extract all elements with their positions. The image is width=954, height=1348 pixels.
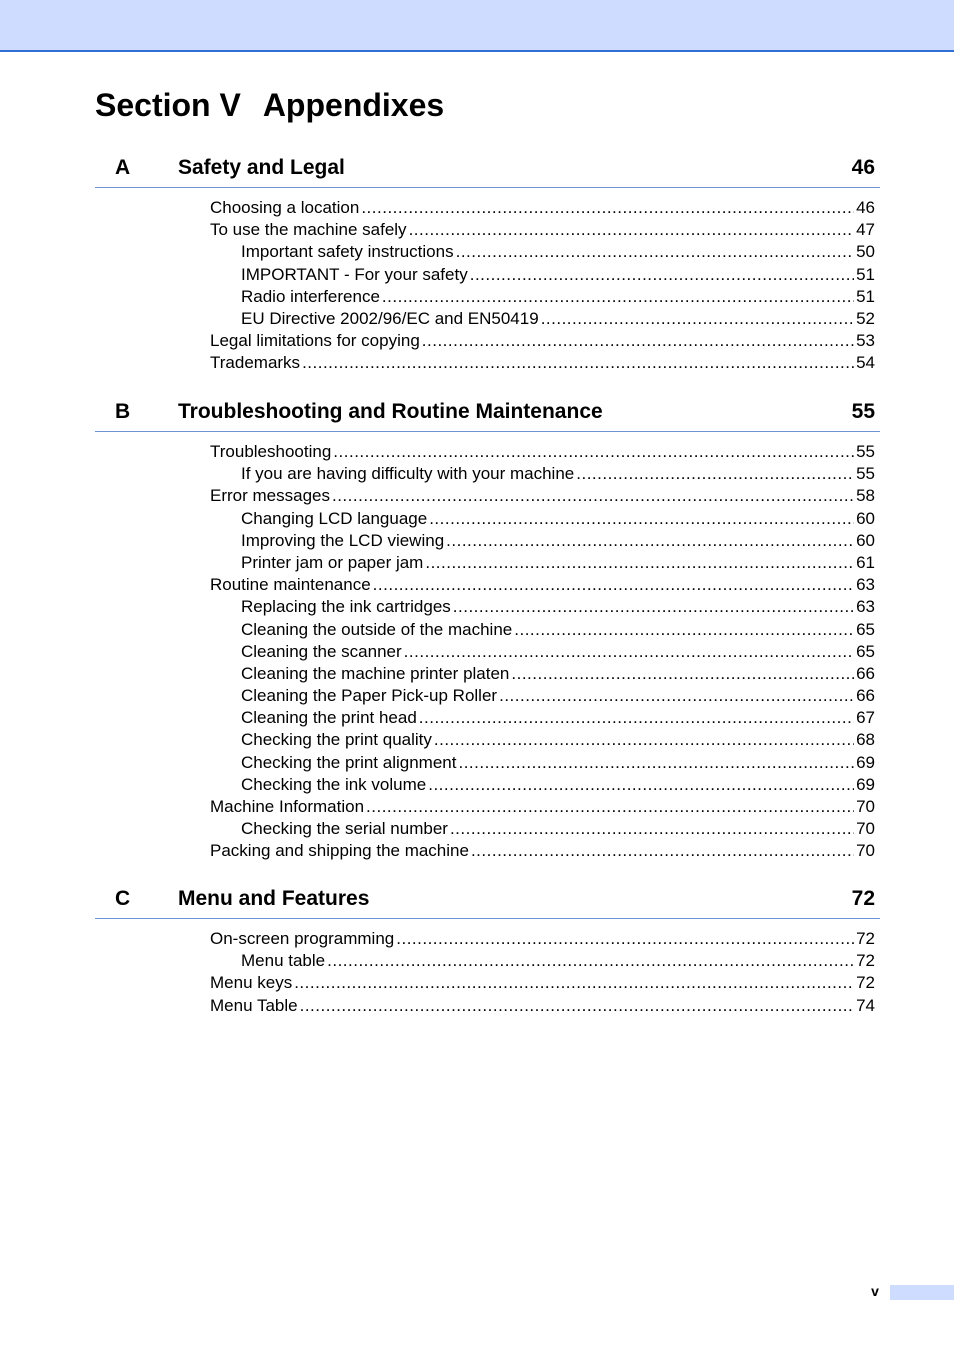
chapter-page: 55 — [851, 400, 875, 423]
toc-entry[interactable] — [241, 308, 875, 330]
toc-entry-title: To use the machine safely — [210, 220, 407, 240]
toc-entry-title: Legal limitations for copying — [210, 331, 420, 351]
toc-entry-page: 70 — [856, 841, 875, 861]
chapter-title: Safety and Legal — [178, 156, 345, 179]
toc-entry-title: Radio interference — [241, 286, 380, 306]
dot-leader — [419, 707, 854, 729]
toc-entry-title: Checking the serial number — [241, 819, 448, 839]
toc-entry-title: Machine Information — [210, 797, 365, 816]
chapter-page: 72 — [851, 887, 875, 910]
chapter-letter: C — [115, 887, 131, 910]
toc-entry-title: Important safety instructions — [241, 242, 454, 262]
toc-entry[interactable] — [241, 641, 875, 663]
toc-entry-title: Checking the ink volume — [241, 774, 427, 794]
dot-leader — [373, 574, 854, 596]
dot-leader — [332, 485, 854, 507]
dot-leader — [471, 840, 854, 862]
toc-entry-page: 61 — [856, 552, 875, 572]
dot-leader — [327, 950, 854, 972]
toc-entry-page: 52 — [856, 308, 875, 328]
dot-leader — [514, 619, 854, 641]
toc-entry[interactable] — [210, 352, 875, 374]
toc-entry-page: 72 — [856, 929, 875, 948]
toc-entry[interactable] — [241, 707, 875, 729]
dot-leader — [396, 928, 854, 950]
dot-leader — [576, 463, 854, 485]
dot-leader — [511, 663, 854, 685]
toc-entry-title: On-screen programming — [210, 929, 395, 948]
toc-entry-page: 72 — [856, 951, 875, 971]
toc-entry-page: 55 — [856, 464, 875, 484]
toc-entry-page: 66 — [856, 686, 875, 706]
toc-entry-title: Cleaning the machine printer platen — [241, 663, 510, 683]
toc-entry-title: Trademarks — [210, 353, 301, 373]
toc-entry[interactable] — [210, 972, 875, 994]
toc-entry[interactable] — [210, 796, 875, 818]
toc-entry-page: 58 — [856, 486, 875, 506]
toc-entry[interactable] — [210, 995, 875, 1017]
toc-entry-page: 60 — [856, 530, 875, 550]
dot-leader — [302, 352, 854, 374]
dot-leader — [409, 219, 855, 241]
toc-entry-title: Checking the print quality — [241, 730, 432, 750]
toc-entry-title: IMPORTANT - For your safety — [241, 264, 468, 284]
dot-leader — [458, 752, 854, 774]
dot-leader — [456, 241, 854, 263]
dot-leader — [541, 308, 854, 330]
toc-entry-page: 69 — [856, 774, 875, 794]
toc-entry-title: Troubleshooting — [210, 442, 332, 461]
toc-entry[interactable] — [241, 286, 875, 308]
dot-leader — [450, 818, 854, 840]
toc-entry-page: 70 — [856, 797, 875, 816]
dot-leader — [422, 330, 854, 352]
toc-entry-title: Improving the LCD viewing — [241, 530, 445, 550]
toc-entry[interactable] — [241, 530, 875, 552]
toc-entry[interactable] — [241, 463, 875, 485]
toc-entry-page: 70 — [856, 819, 875, 839]
dot-leader — [446, 530, 854, 552]
toc-entry-page: 63 — [856, 575, 875, 595]
dot-leader — [429, 508, 854, 530]
toc-entry-page: 55 — [856, 442, 875, 461]
toc-entry[interactable] — [241, 752, 875, 774]
chapter-letter: B — [115, 400, 131, 423]
toc-entry-title: Printer jam or paper jam — [241, 552, 424, 572]
toc-entry-list — [95, 441, 880, 863]
toc-entry-title: Cleaning the Paper Pick-up Roller — [241, 686, 498, 706]
toc-entry-title: Choosing a location — [210, 198, 360, 217]
dot-leader — [300, 995, 854, 1017]
toc-entry-page: 66 — [856, 663, 875, 683]
toc-entry[interactable] — [241, 619, 875, 641]
toc-entry-title: Checking the print alignment — [241, 752, 457, 772]
toc-entry-title: Menu Table — [210, 995, 298, 1015]
toc-entry[interactable] — [210, 219, 875, 241]
toc-entry-title: Cleaning the scanner — [241, 641, 402, 661]
dot-leader — [499, 685, 854, 707]
dot-leader — [425, 552, 854, 574]
toc-entry-title: Menu table — [241, 951, 326, 971]
chapter-a — [95, 151, 880, 375]
toc-entry[interactable] — [210, 928, 875, 950]
dot-leader — [404, 641, 854, 663]
toc-entry-page: 65 — [856, 619, 875, 639]
toc-entry-title: Menu keys — [210, 973, 293, 993]
toc-entry-page: 67 — [856, 708, 875, 728]
toc-entry[interactable] — [241, 241, 875, 263]
section-label: Section V — [95, 87, 241, 123]
dot-leader — [366, 796, 854, 818]
header-band — [0, 0, 954, 52]
toc-entry[interactable] — [241, 596, 875, 618]
section-name: Appendixes — [262, 87, 445, 123]
chapter-page: 46 — [851, 156, 875, 179]
toc-entry-page: 50 — [856, 242, 875, 262]
toc-entry-page: 69 — [856, 752, 875, 772]
toc-entry-page: 54 — [856, 353, 875, 373]
toc-entry-page: 51 — [856, 264, 875, 284]
chapter-heading[interactable] — [95, 395, 880, 432]
chapter-letter: A — [115, 156, 131, 179]
toc-entry[interactable] — [241, 729, 875, 751]
toc-entry-page: 47 — [856, 220, 875, 240]
toc-entry-page: 65 — [856, 641, 875, 661]
dot-leader — [453, 596, 854, 618]
toc-entry[interactable] — [210, 441, 875, 463]
toc-entry[interactable] — [210, 485, 875, 507]
toc-entry-title: Changing LCD language — [241, 508, 428, 528]
chapter-b — [95, 395, 880, 863]
toc-entry-page: 63 — [856, 597, 875, 617]
toc-entry-page: 46 — [856, 198, 875, 217]
toc-entry[interactable] — [241, 508, 875, 530]
chapter-c — [95, 882, 880, 1017]
dot-leader — [382, 286, 854, 308]
toc-entry[interactable] — [210, 840, 875, 862]
toc-entry[interactable] — [241, 950, 875, 972]
toc-entry-title: If you are having difficulty with your machine — [241, 464, 575, 484]
toc-entry-page: 72 — [856, 973, 875, 993]
dot-leader — [428, 774, 854, 796]
page-title — [95, 85, 444, 125]
toc-entry[interactable] — [241, 685, 875, 707]
toc-entry-page: 68 — [856, 730, 875, 750]
footer-tab — [890, 1285, 954, 1300]
chapter-title: Troubleshooting and Routine Maintenance — [178, 400, 603, 423]
toc-entry[interactable] — [210, 197, 875, 219]
toc-entry-page: 74 — [856, 995, 875, 1015]
toc-entry[interactable] — [241, 264, 875, 286]
toc-entry-title: Routine maintenance — [210, 575, 371, 595]
toc-entry-page: 60 — [856, 508, 875, 528]
dot-leader — [361, 197, 854, 219]
dot-leader — [434, 729, 854, 751]
toc-entry[interactable] — [241, 818, 875, 840]
toc-entry[interactable] — [210, 330, 875, 352]
dot-leader — [333, 441, 854, 463]
chapter-title: Menu and Features — [178, 887, 370, 910]
chapter-heading[interactable] — [95, 151, 880, 188]
dot-leader — [470, 264, 854, 286]
toc-entry-list — [95, 197, 880, 375]
chapter-heading[interactable] — [95, 882, 880, 919]
toc-entry-title: Error messages — [210, 486, 330, 506]
toc-entry-title: Cleaning the print head — [241, 708, 417, 728]
toc-entry[interactable] — [241, 774, 875, 796]
toc-entry-title: EU Directive 2002/96/EC and EN50419 — [241, 308, 539, 328]
toc-entry[interactable] — [241, 552, 875, 574]
toc-entry[interactable] — [241, 663, 875, 685]
toc-entry-list — [95, 928, 880, 1017]
dot-leader — [294, 972, 854, 994]
toc-entry-title: Cleaning the outside of the machine — [241, 619, 513, 639]
toc-entry-title: Packing and shipping the machine — [210, 841, 469, 861]
toc-entry-page: 53 — [856, 331, 875, 351]
toc-entry-page: 51 — [856, 286, 875, 306]
page-number: v — [871, 1283, 879, 1299]
toc-entry[interactable] — [210, 574, 875, 596]
toc-entry-title: Replacing the ink cartridges — [241, 597, 451, 617]
